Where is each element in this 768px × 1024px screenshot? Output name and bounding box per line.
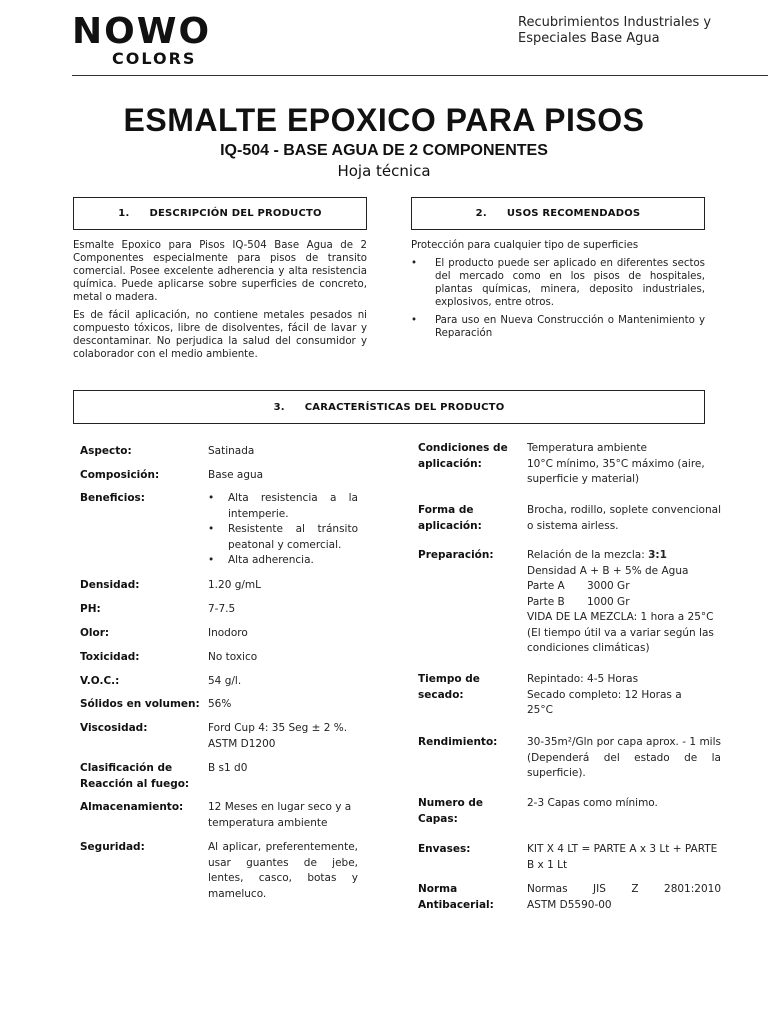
prep-note-line: (El tiempo útil va a variar según las condiciones climáticas) <box>527 626 714 654</box>
viscosidad-line-1: Ford Cup 4: 35 Seg ± 2 %. <box>208 722 348 734</box>
prep-density-line: Densidad A + B + 5% de Agua <box>527 564 689 577</box>
document-title: ESMALTE EPOXICO PARA PISOS <box>123 102 645 138</box>
company-tagline <box>518 15 711 47</box>
document-type: Hoja técnica <box>337 162 431 180</box>
list-item: • Alta adherencia. <box>208 553 358 569</box>
almacenamiento-label: Almacenamiento: <box>80 801 184 813</box>
list-item: • Para uso en Nueva Construcción o Mantenimiento y Reparación <box>411 314 705 340</box>
norma-label-line-2: Antibacerial: <box>418 898 494 911</box>
section-3-number: 3. <box>273 401 285 413</box>
densidad-value: 1.20 g/mL <box>208 579 261 591</box>
secado-value-line-2: Secado completo: 12 Horas a 25°C <box>527 688 682 716</box>
prep-ratio-line <box>527 548 723 564</box>
norma-value-line-1: Normas JIS Z 2801:2010 <box>527 883 721 895</box>
voc-value: 54 g/l. <box>208 675 242 687</box>
seguridad-value: Al aplicar, preferentemente, usar guantes de jebe, lentes, casco, botas y mameluco. <box>208 841 358 900</box>
norma-value-line-2: ASTM D5590-00 <box>527 898 612 911</box>
prep-parte-a-label: Parte A <box>527 580 565 592</box>
solidos-value: 56% <box>208 698 232 710</box>
ph-label: PH: <box>80 603 101 615</box>
list-item: • El producto puede ser aplicado en diferentes sectos del mercado como en los pisos de hospitales, plantas químicas, minera, deposito industriales, explosivos, entre otros. <box>411 257 705 309</box>
prep-pot-life-line: VIDA DE LA MEZCLA: 1 hora a 25°C <box>527 611 714 623</box>
condiciones-value-line-2: 10°C mínimo, 35°C máximo (aire, superficie y material) <box>527 457 705 485</box>
viscosidad-value <box>208 721 368 752</box>
secado-label <box>418 672 523 703</box>
capas-label-line-2: Capas: <box>418 812 458 825</box>
section-2-title: USOS RECOMENDADOS <box>506 208 641 219</box>
forma-label-line-1: Forma de <box>418 504 474 516</box>
prep-parte-b-label: Parte B <box>527 595 565 608</box>
olor-label: Olor: <box>80 627 110 639</box>
composicion-label: Composición: <box>80 469 160 481</box>
seguridad-label: Seguridad: <box>80 841 145 853</box>
forma-label-line-2: aplicación: <box>418 519 482 532</box>
section-2-header <box>411 197 705 230</box>
prep-ratio-value: 3:1 <box>648 549 667 561</box>
composicion-value: Base agua <box>208 469 264 481</box>
logo-sub-text: COLORS <box>112 49 197 68</box>
capas-label <box>418 796 523 827</box>
section-3-header <box>73 390 705 424</box>
densidad-label: Densidad: <box>80 579 140 591</box>
envases-label: Envases: <box>418 843 471 855</box>
condiciones-value <box>527 441 723 488</box>
forma-label <box>418 503 523 534</box>
uses-list <box>411 257 705 340</box>
prep-parte-a-qty: 3000 Gr <box>587 580 630 592</box>
voc-label: V.O.C.: <box>80 675 120 687</box>
olor-value: Inodoro <box>208 627 248 639</box>
aspecto-label: Aspecto: <box>80 445 132 457</box>
envases-value: KIT X 4 LT = PARTE A x 3 Lt + PARTE B x 1 Lt <box>527 843 718 871</box>
toxicidad-value: No toxico <box>208 651 258 663</box>
prep-parte-b-qty: 1000 Gr <box>587 595 630 608</box>
section-1-header <box>73 197 367 230</box>
list-item: • Resistente al tránsito peatonal y comercial. <box>208 522 358 553</box>
description-paragraph-1: Esmalte Epoxico para Pisos IQ-504 Base Agua de 2 Componentes especialmente para pisos de transito comercial. Posee excelente adherencia y alta resistencia química. Puede aplicarse sobre superficies de concreto, metal o madera. <box>73 240 367 303</box>
capas-value: 2-3 Capas como mínimo. <box>527 797 658 809</box>
prep-parte-a-line <box>527 579 723 595</box>
ph-value: 7-7.5 <box>208 603 236 615</box>
logo-main-text: NOWO <box>72 11 212 52</box>
clasificacion-label <box>80 761 205 792</box>
forma-value: Brocha, rodillo, soplete convencional o sistema airless. <box>527 504 721 532</box>
section-1-body <box>73 239 367 366</box>
rendimiento-value: 30-35m²/Gln por capa aprox. - 1 mils (Dependerá del estado de la superficie). <box>527 736 721 779</box>
aspecto-value: Satinada <box>208 445 255 457</box>
almacenamiento-value: 12 Meses en lugar seco y a temperatura ambiente <box>208 801 352 829</box>
beneficios-label: Beneficios: <box>80 492 145 504</box>
description-paragraph-2: Es de fácil aplicación, no contiene metales pesados ni compuesto tóxicos, libre de disolventes, fácil de lavar y descontaminar. No perjudica la salud del consumidor y colaborador con el medio ambiente. <box>73 310 367 360</box>
header-divider <box>72 75 768 76</box>
beneficios-list <box>208 491 358 569</box>
section-2-number: 2. <box>475 208 487 219</box>
prep-ratio-prefix: Relación de la mezcla: <box>527 549 649 561</box>
list-item: • Alta resistencia a la intemperie. <box>208 491 358 522</box>
condiciones-value-line-1: Temperatura ambiente <box>527 442 647 454</box>
secado-label-line-2: secado: <box>418 688 464 701</box>
tagline-line-2: Especiales Base Agua <box>518 31 660 46</box>
condiciones-label <box>418 441 523 472</box>
clasificacion-label-line-2: Reacción al fuego: <box>80 777 190 790</box>
toxicidad-label: Toxicidad: <box>80 651 140 663</box>
prep-parte-b-line <box>527 595 723 611</box>
secado-value <box>527 672 707 719</box>
product-subtitle: IQ-504 - BASE AGUA DE 2 COMPONENTES <box>220 142 548 159</box>
nowo-colors-logo <box>72 11 222 68</box>
section-2-body <box>411 239 705 340</box>
beneficios-value <box>208 491 358 569</box>
norma-label <box>418 882 523 913</box>
tagline-line-1: Recubrimientos Industriales y <box>518 15 712 30</box>
preparacion-label: Preparación: <box>418 549 494 561</box>
clasificacion-label-line-1: Clasificación de <box>80 762 173 774</box>
norma-value <box>527 882 721 913</box>
preparacion-value <box>527 548 723 657</box>
section-1-number: 1. <box>118 208 130 219</box>
secado-value-line-1: Repintado: 4-5 Horas <box>527 673 639 685</box>
section-3-title: CARACTERÍSTICAS DEL PRODUCTO <box>304 401 505 413</box>
secado-label-line-1: Tiempo de <box>418 673 480 685</box>
clasificacion-value: B s1 d0 <box>208 762 248 774</box>
norma-label-line-1: Norma <box>418 883 458 895</box>
solidos-label: Sólidos en volumen: <box>80 698 200 710</box>
viscosidad-line-2: ASTM D1200 <box>208 737 276 750</box>
viscosidad-label: Viscosidad: <box>80 722 148 734</box>
rendimiento-label: Rendimiento: <box>418 736 498 748</box>
section-1-title: DESCRIPCIÓN DEL PRODUCTO <box>149 208 322 219</box>
condiciones-label-line-2: aplicación: <box>418 457 482 470</box>
condiciones-label-line-1: Condiciones de <box>418 442 508 454</box>
uses-intro: Protección para cualquier tipo de superficies <box>411 240 639 251</box>
capas-label-line-1: Numero de <box>418 797 484 809</box>
